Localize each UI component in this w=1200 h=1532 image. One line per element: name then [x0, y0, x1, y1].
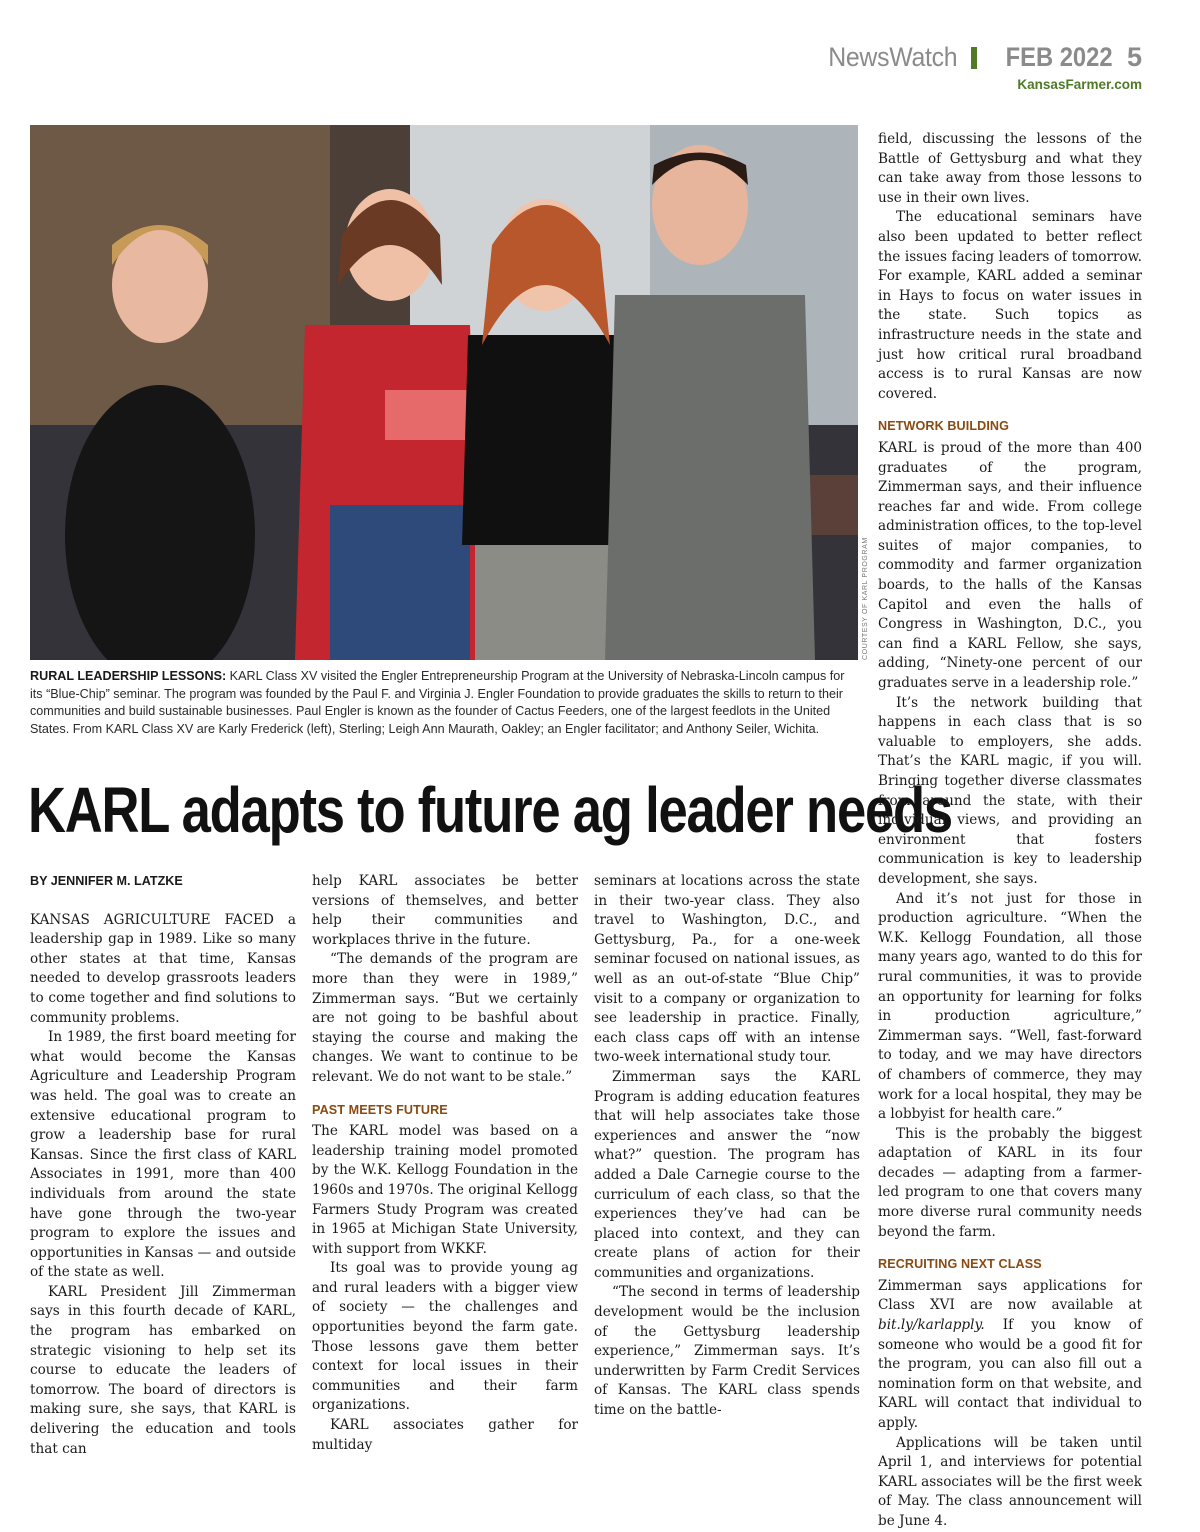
- subhead-past-meets-future: PAST MEETS FUTURE: [312, 1102, 448, 1117]
- paragraph: KARL associates gather for multiday: [312, 1417, 578, 1453]
- paragraph: Zimmerman says the KARL Program is adding education features that will help associates take those experiences and answer the “now what?” question. The program has added a Dale Carnegie course to the curriculum of each class, so that the experiences they’ve had can be placed into context, and they can create plans of action for their communities and organizations.: [594, 1068, 860, 1281]
- paragraph: “The second in terms of leadership development would be the inclusion of the Gettysburg leadership experience,” Zimmerman says. It’s underwritten by Farm Credit Services of Kansas. The KARL class spends time on the battle-: [594, 1284, 860, 1419]
- paragraph: seminars at locations across the state in their two-year class. They also travel to Washington, D.C., and Gettysburg, Pa., for a one-week seminar focused on national issues, as well as an out-of-state “Blue Chip” visit to a company or organization to see leadership in practice. Finally, each class caps off with an intense two-week international study tour.: [594, 873, 860, 1066]
- photo-credit: COURTESY OF KARL PROGRAM: [862, 537, 869, 660]
- paragraph: KANSAS AGRICULTURE FACED a leadership gap in 1989. Like so many other states at that time, Kansas needed to develop grassroots leaders to come together and find solutions to community problems.: [30, 911, 296, 1026]
- header-separator: [971, 47, 977, 69]
- caption-lead: RURAL LEADERSHIP LESSONS:: [30, 669, 227, 683]
- paragraph: Applications will be taken until April 1, and interviews for potential KARL associates will be the first week of May. The class announcement will be June 4.: [878, 1434, 1142, 1529]
- site-link[interactable]: KansasFarmer.com: [1017, 77, 1142, 92]
- paragraph: And it’s not just for those in production agriculture. “When the W.K. Kellogg Foundation, all those many years ago, wanted to do this for rural communities, it was to provide an opportunity for learning for folks in production agriculture,” Zimmerman says. “Well, fast-forward to today, and we may have directors of chambers of commerce, they may work for a local hospital, they may be a lobbyist for health care.”: [878, 890, 1142, 1123]
- group-photo: [30, 125, 858, 660]
- page-header: [817, 44, 1142, 92]
- paragraph: In 1989, the first board meeting for what would become the Kansas Agriculture and Leadership Program was held. The goal was to create an extensive educational program to grow a leadership base for rural Kansas. Since the first class of KARL Associates in 1991, more than 400 individuals from around the state have gone through the two-year program to explore the issues and opportunities in Kansas — and outside of the state as well.: [30, 1029, 296, 1281]
- text-segment: If you know of someone who would be a good fit for the program, you can also fill out a nomination form on that website, and KARL will contact that individual to apply.: [878, 1317, 1142, 1431]
- photo-caption: [30, 668, 852, 738]
- paragraph: The educational seminars have also been updated to better reflect the issues facing leaders of tomorrow. For example, KARL added a seminar in Hays to focus on water issues in the state. Such topics as infrastructure needs in the state and just how critical rural broadband access is to rural Kansas are now covered.: [878, 209, 1142, 402]
- article-column-2: [312, 872, 578, 1455]
- article-headline: KARL adapts to future ag leader needs: [28, 774, 952, 846]
- photo-illustration: [30, 125, 858, 660]
- article-column-3: [594, 872, 860, 1421]
- paragraph: help KARL associates be better versions of themselves, and better help their communities and workplaces thrive in the future.: [312, 873, 578, 948]
- paragraph: It’s the network building that happens in each class that is so valuable to employers, she adds. That’s the KARL magic, if you will. Bringing together diverse classmates from around the state, with their individual views, and providing an environment that fosters communication is key to leadership development, she says.: [878, 694, 1142, 887]
- header-row: [817, 44, 1142, 71]
- publication-name: NewsWatch: [828, 42, 958, 72]
- article-column-4: [878, 130, 1142, 1532]
- paragraph: field, discussing the lessons of the Battle of Gettysburg and what they can take away from those lessons to use in their own lives.: [878, 131, 1142, 206]
- article-column-1: [30, 872, 296, 1459]
- paragraph: This is the probably the biggest adaptation of KARL in its four decades — adapting from a farmer-led program to one that covers many more diverse rural community needs beyond the farm.: [878, 1125, 1142, 1240]
- paragraph: [878, 1277, 1142, 1434]
- paragraph: The KARL model was based on a leadership training model promoted by the W.K. Kellogg Foundation in the 1960s and 1970s. The original Kellogg Farmers Study Program was created in 1965 at Michigan State University, with support from WKKF.: [312, 1123, 578, 1257]
- byline: BY JENNIFER M. LATZKE: [30, 874, 183, 888]
- paragraph: KARL is proud of the more than 400 graduates of the program, Zimmerman says, and their influence reaches far and wide. From college administration offices, to the top-level suites of major companies, to commodity and farmer organization boards, to the halls of the Kansas Capitol and even the halls of Congress in Washington, D.C., you can find a KARL Fellow, she says, adding, “Ninety-one percent of our graduates serve in a leadership role.”: [878, 439, 1142, 692]
- paragraph: Its goal was to provide young ag and rural leaders with a bigger view of society — the challenges and opportunities beyond the farm gate. Those lessons gave them better context for local issues in their communities and their farm organizations.: [312, 1260, 578, 1414]
- paragraph: KARL President Jill Zimmerman says in this fourth decade of KARL, the program has embarked on strategic visioning to help set its course to educate the leaders of tomorrow. The board of directors is making sure, she says, that KARL is delivering the education and tools that can: [30, 1283, 296, 1457]
- issue-date: FEB 2022: [1005, 42, 1113, 72]
- text-segment: Zimmerman says applications for Class XVI are now available at: [878, 1277, 1142, 1314]
- subhead-recruiting-next-class: RECRUITING NEXT CLASS: [878, 1257, 1042, 1272]
- application-link[interactable]: bit.ly/karlapply.: [878, 1317, 985, 1334]
- subhead-network-building: NETWORK BUILDING: [878, 419, 1010, 434]
- page-number: 5: [1126, 42, 1142, 72]
- paragraph: “The demands of the program are more than they were in 1989,” Zimmerman says. “But we certainly are not going to be bashful about staying the course and making the changes. We want to continue to be relevant. We do not want to be stale.”: [312, 951, 578, 1085]
- caption-text: KARL Class XV visited the Engler Entrepreneurship Program at the University of Nebraska-Lincoln campus for its “Blue-Chip” seminar. The program was founded by the Paul F. and Virginia J. Engler Foundation to provide graduates the skills to return to their communities and build sustainable businesses. Paul Engler is known as the founder of Cactus Feeders, one of the largest feedlots in the United States. From KARL Class XV are Karly Frederick (left), Sterling; Leigh Ann Maurath, Oakley; an Engler facilitator; and Anthony Seiler, Wichita.: [30, 669, 845, 736]
